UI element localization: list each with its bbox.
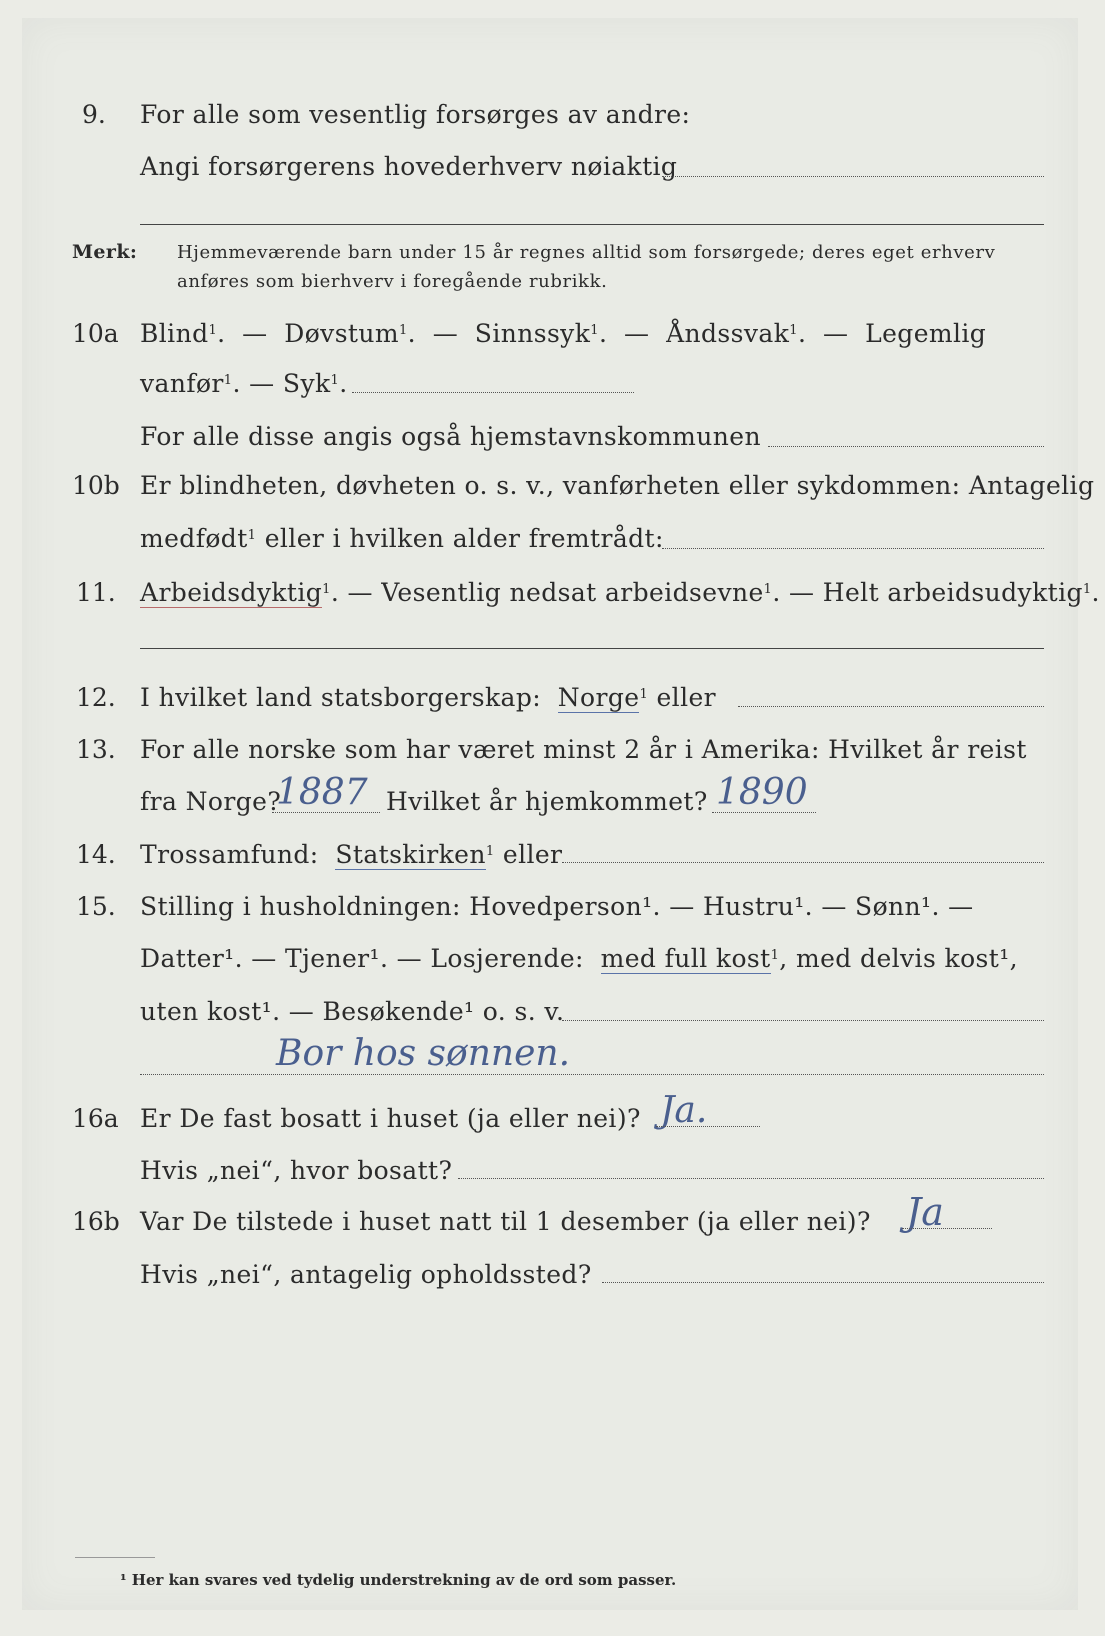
q10a-line2: vanfør$^1$. — Syk$^1$. xyxy=(140,369,348,398)
q15-number: 15. xyxy=(76,892,116,921)
option-full-kost[interactable]: med full kost xyxy=(600,944,771,973)
option-helt-arbeidsudyktig[interactable]: . — Helt arbeidsudyktig xyxy=(772,578,1083,607)
option-sinnssyk[interactable]: Sinnssyk xyxy=(474,319,591,348)
q12-answer-line[interactable] xyxy=(738,706,1044,707)
q14-eller: eller xyxy=(502,840,563,869)
q13-year-back-line[interactable] xyxy=(712,812,816,813)
q12-line: I hvilket land statsborgerskap: Norge$^1$ eller xyxy=(140,683,717,712)
q9-number: 9. xyxy=(82,100,106,129)
q16b-answer: Ja xyxy=(906,1190,944,1234)
q16a-line1: Er De fast bosatt i huset (ja eller nei)? xyxy=(140,1104,641,1133)
q13-line1: For alle norske som har været minst 2 år i Amerika: Hvilket år reist xyxy=(140,735,1027,764)
q16b-answer-line[interactable] xyxy=(902,1228,992,1229)
q10b-line2: medfødt$^1$ eller i hvilken alder fremtrådt: xyxy=(140,524,664,553)
q14-line: Trossamfund: Statskirken$^1$ eller xyxy=(140,840,563,869)
q15-delvis: , med delvis kost¹, xyxy=(779,944,1018,973)
q10a-number: 10a xyxy=(72,319,119,348)
q14-answer-line[interactable] xyxy=(562,862,1044,863)
option-norge[interactable]: Norge xyxy=(557,683,640,712)
q12-number: 12. xyxy=(76,683,116,712)
q15-datter: Datter¹. — Tjener¹. — Losjerende: xyxy=(140,944,584,973)
q13-hjem: Hvilket år hjemkommet? xyxy=(386,787,708,816)
q16a-answer-line[interactable] xyxy=(656,1126,760,1127)
option-syk[interactable]: Syk xyxy=(282,369,331,398)
q16a-answer: Ja. xyxy=(660,1090,708,1131)
q12-prefix: I hvilket land statsborgerskap: xyxy=(140,683,542,712)
q14-prefix: Trossamfund: xyxy=(140,840,319,869)
option-arbeidsdyktig[interactable]: Arbeidsdyktig xyxy=(140,578,323,607)
footnote-rule xyxy=(75,1557,155,1558)
q13-fra: fra Norge? xyxy=(140,787,282,816)
option-blind[interactable]: Blind xyxy=(140,319,209,348)
q16b-opholdssted-line[interactable] xyxy=(602,1282,1044,1283)
option-medfodt[interactable]: medfødt xyxy=(140,524,248,553)
q9-line1: For alle som vesentlig forsørges av andre: xyxy=(140,100,691,129)
q13-number: 13. xyxy=(76,735,116,764)
footnote: ¹ Her kan svares ved tydelig understrekning av de ord som passer. xyxy=(120,1571,677,1589)
merk-line2: anføres som bierhverv i foregående rubrikk. xyxy=(177,271,608,292)
option-andssvak[interactable]: Åndssvak xyxy=(666,319,790,348)
q11-number: 11. xyxy=(76,578,116,607)
option-statskirken[interactable]: Statskirken xyxy=(335,840,486,869)
q11-end: . xyxy=(1091,578,1100,607)
q15-line1: Stilling i husholdningen: Hovedperson¹. — Hustru¹. — Sønn¹. — xyxy=(140,892,974,921)
q9-answer-line[interactable] xyxy=(662,176,1044,177)
q15-answer-line2[interactable] xyxy=(140,1074,1044,1075)
q16b-number: 16b xyxy=(72,1207,120,1236)
q13-year-back-answer: 1890 xyxy=(716,772,808,813)
q10a-syk-answer-line[interactable] xyxy=(352,392,634,393)
merk-line1: Hjemmeværende barn under 15 år regnes alltid som forsørgede; deres eget erhverv xyxy=(177,242,996,263)
q10a-hjemstavn-answer-line[interactable] xyxy=(768,446,1044,447)
q16a-bosatt-line[interactable] xyxy=(458,1178,1044,1179)
q15-line2: Datter¹. — Tjener¹. — Losjerende: med full kost$^1$, med delvis kost¹, xyxy=(140,944,1018,973)
q16a-number: 16a xyxy=(72,1104,119,1133)
q15-answer-line[interactable] xyxy=(562,1020,1044,1021)
q15-line3: uten kost¹. — Besøkende¹ o. s. v. xyxy=(140,997,565,1026)
q10b-number: 10b xyxy=(72,471,120,500)
q10a-line3: For alle disse angis også hjemstavnskommunen xyxy=(140,422,761,451)
q11-rule xyxy=(140,648,1044,649)
option-legemlig[interactable]: Legemlig xyxy=(865,319,987,348)
q9-rule xyxy=(140,224,1044,225)
q12-eller: eller xyxy=(656,683,717,712)
merk-label: Merk: xyxy=(72,241,138,263)
q10b-line1: Er blindheten, døvheten o. s. v., vanførheten eller sykdommen: Antagelig xyxy=(140,471,1095,500)
q10a-line1: Blind$^1$. — Døvstum$^1$. — Sinnssyk$^1$. — Åndssvak$^1$. — Legemlig xyxy=(140,319,987,348)
option-vanfor[interactable]: vanfør xyxy=(140,369,224,398)
q15-answer: Bor hos sønnen. xyxy=(276,1033,571,1074)
option-dovstum[interactable]: Døvstum xyxy=(284,319,399,348)
q11-line: Arbeidsdyktig$^1$. — Vesentlig nedsat arbeidsevne$^1$. — Helt arbeidsudyktig$^1$. xyxy=(140,578,1100,607)
q10b-line2-text: eller i hvilken alder fremtrådt: xyxy=(264,524,664,553)
option-vesentlig-nedsat[interactable]: . — Vesentlig nedsat arbeidsevne xyxy=(330,578,764,607)
q16a-line2: Hvis „nei“, hvor bosatt? xyxy=(140,1156,453,1185)
q9-line2: Angi forsørgerens hovederhverv nøiaktig xyxy=(140,152,678,181)
q14-number: 14. xyxy=(76,840,116,869)
q10b-answer-line[interactable] xyxy=(662,548,1044,549)
q16b-line2: Hvis „nei“, antagelig opholdssted? xyxy=(140,1260,592,1289)
q13-year-left-answer: 1887 xyxy=(276,772,368,813)
q16b-line1: Var De tilstede i huset natt til 1 desember (ja eller nei)? xyxy=(140,1207,871,1236)
q13-year-left-line[interactable] xyxy=(272,812,380,813)
